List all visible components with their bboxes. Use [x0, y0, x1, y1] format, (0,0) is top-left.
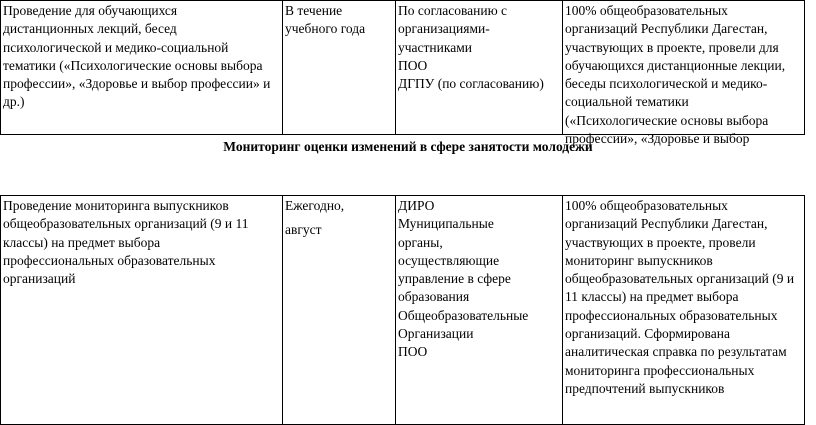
activity-line: Проведение мониторинга выпускников: [3, 198, 229, 213]
term-line: Ежегодно,: [285, 198, 345, 213]
term-cell: [283, 196, 396, 425]
term-line: учебного года: [285, 21, 366, 37]
activity-line: общеобразовательных организаций (9 и 11: [3, 216, 249, 232]
responsible-cell: [396, 196, 563, 425]
responsible-line: По согласованию с: [398, 3, 508, 18]
activity-cell: [1, 1, 283, 135]
responsible-line: образования: [398, 289, 470, 305]
result-line: обучающихся дистанционные лекции,: [565, 57, 786, 73]
activity-line: тематики («Психологические основы выбора: [3, 57, 263, 73]
activity-line: профессиональных образовательных: [3, 252, 216, 268]
result-line: общеобразовательных организаций (9 и: [565, 271, 795, 287]
result-line: организаций. Сформирована: [565, 326, 730, 342]
result-line: 100% общеобразовательных: [565, 198, 728, 213]
responsible-line: органы,: [398, 234, 443, 250]
responsible-line: ПОО: [398, 57, 428, 73]
responsible-line: ПОО: [398, 344, 428, 360]
result-line: социальной тематики: [565, 94, 689, 110]
activity-line: Проведение для обучающихся: [3, 3, 178, 18]
result-line: профессии», «Здоровье и выбор: [565, 131, 750, 147]
result-line: аналитическая справка по результатам: [565, 344, 787, 360]
activity-line: классы) на предмет выбора: [3, 234, 161, 250]
responsible-line: осуществляющие: [398, 252, 500, 268]
result-cell: [563, 196, 805, 425]
responsible-line: Общеобразовательные: [398, 307, 529, 323]
activity-cell: [1, 196, 283, 425]
result-line: мониторинга профессиональных: [565, 362, 755, 378]
term-line: В течение: [285, 3, 343, 18]
table-row: [1, 1, 805, 135]
responsible-line: управление в сфере: [398, 271, 511, 287]
result-line: организаций Республики Дагестан,: [565, 21, 768, 37]
result-cell: [563, 1, 805, 147]
term-cell: [283, 1, 396, 135]
responsible-line: Организации: [398, 326, 474, 342]
term-line: август: [285, 222, 322, 238]
activity-line: профессии», «Здоровье и выбор профессии» и: [3, 76, 271, 92]
activity-line: психологической и медико-социальной: [3, 39, 229, 55]
responsible-cell: [396, 1, 563, 135]
section-title: Мониторинг оценки изменений в сфере занятости молодежи: [223, 139, 593, 154]
table-row: [1, 196, 805, 425]
result-line: участвующих в проекте, провели: [565, 234, 756, 250]
result-line: предпочтений выпускников: [565, 380, 725, 396]
result-line: участвующих в проекте, провели для: [565, 39, 779, 55]
responsible-line: ДГПУ (по согласованию): [398, 76, 544, 92]
responsible-line: ДИРО: [398, 198, 435, 213]
result-line: мониторинг выпускников: [565, 252, 713, 268]
result-line: 11 классы) на предмет выбора: [565, 289, 739, 305]
activity-line: организаций: [3, 271, 76, 287]
result-line: 100% общеобразовательных: [565, 3, 728, 18]
activities-table-bottom: [0, 195, 805, 425]
result-line: организаций Республики Дагестан,: [565, 216, 768, 232]
result-line: («Психологические основы выбора: [565, 112, 769, 128]
result-line: беседы психологической и медико-: [565, 76, 768, 92]
activity-line: дистанционных лекций, бесед: [3, 21, 177, 37]
activity-line: др.): [3, 94, 25, 110]
responsible-line: Муниципальные: [398, 216, 494, 232]
responsible-line: организациями-: [398, 21, 490, 37]
responsible-line: участниками: [398, 39, 472, 55]
result-line: профессиональных образовательных: [565, 307, 778, 323]
